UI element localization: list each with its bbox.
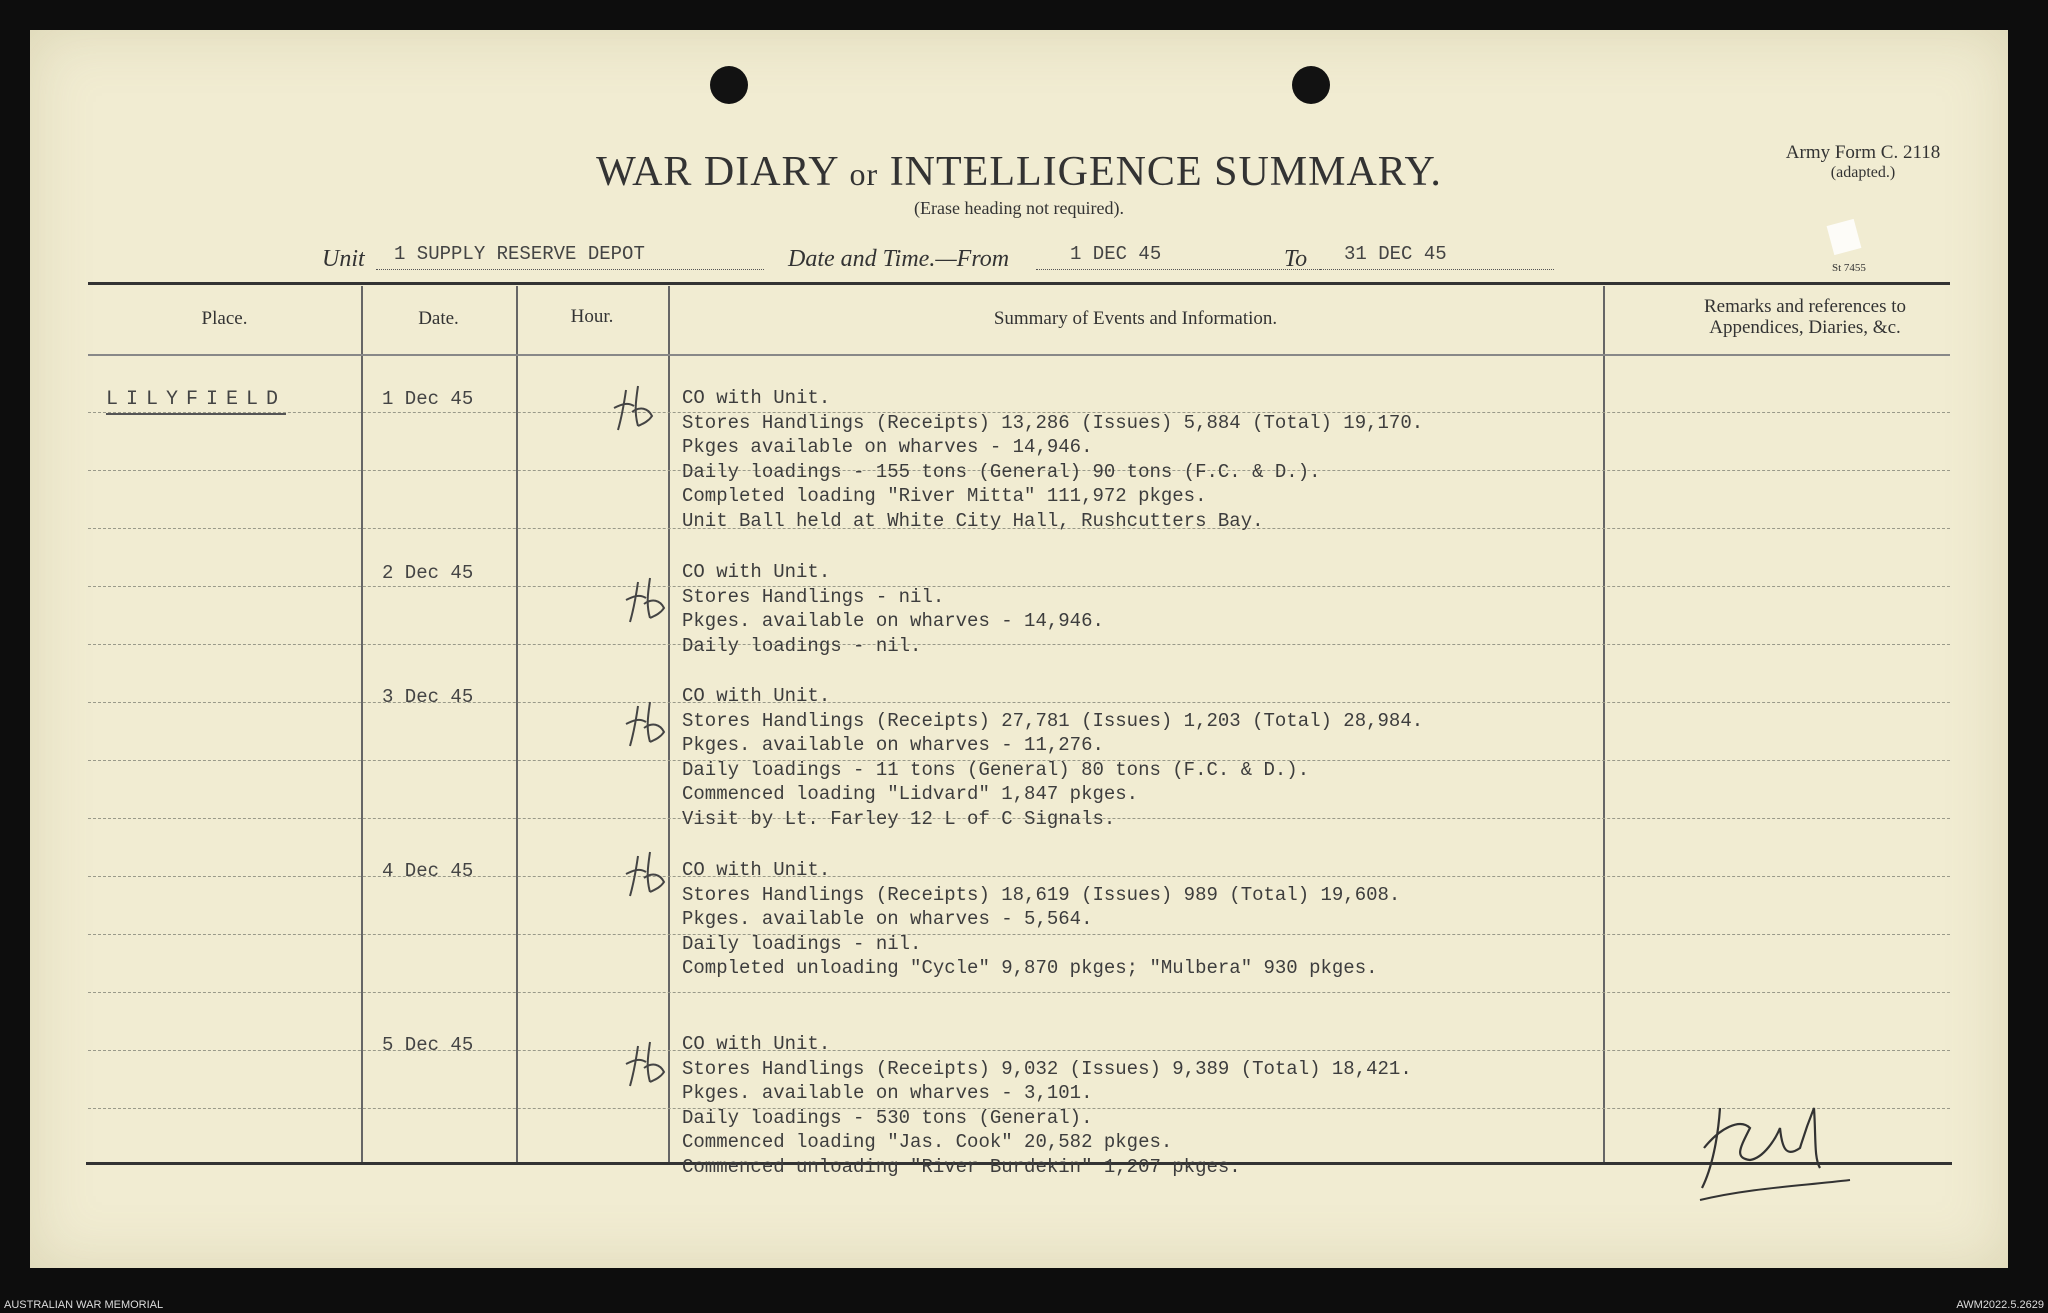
entry-date: 3 Dec 45 <box>382 686 474 708</box>
entry-summary <box>682 858 1400 981</box>
entry-date: 2 Dec 45 <box>382 562 474 584</box>
entry-line: Daily loadings - 155 tons (General) 90 tons (F.C. & D.). <box>682 460 1321 483</box>
entry-line: Stores Handlings - nil. <box>682 585 945 608</box>
entry-date: 1 Dec 45 <box>382 388 474 410</box>
entry-summary <box>682 560 1104 658</box>
entry-line: Stores Handlings (Receipts) 9,032 (Issues) 9,389 (Total) 18,421. <box>682 1057 1412 1080</box>
handwritten-initials <box>608 382 668 438</box>
entry-date: 5 Dec 45 <box>382 1034 474 1056</box>
officer-signature <box>1690 1088 1870 1208</box>
place-value: LILYFIELD <box>106 388 286 415</box>
entry-line: CO with Unit. <box>682 859 831 881</box>
col-divider-place <box>361 286 363 1162</box>
entry-line: Pkges available on wharves - 14,946. <box>682 436 1093 458</box>
entry-line: CO with Unit. <box>682 561 831 583</box>
header-rule <box>88 354 1950 356</box>
entry-line: Commenced unloading "River Burdekin" 1,207 pkges. <box>682 1155 1241 1178</box>
punch-hole-right <box>1292 66 1330 104</box>
title-or: or <box>849 156 879 192</box>
entry-summary <box>682 684 1423 831</box>
entry-line: Daily loadings - nil. <box>682 634 922 657</box>
col-divider-date <box>516 286 518 1162</box>
footer-source: AUSTRALIAN WAR MEMORIAL <box>4 1299 164 1311</box>
entry-line: Commenced loading "Jas. Cook" 20,582 pkges. <box>682 1131 1173 1153</box>
army-form-number: Army Form C. 2118 <box>1785 142 1941 163</box>
col-header-hour: Hour. <box>570 306 614 327</box>
stamp-number: St 7455 <box>1832 262 1866 274</box>
stamp-mark <box>1827 219 1862 255</box>
handwritten-initials <box>620 574 680 630</box>
handwritten-initials <box>620 1038 680 1094</box>
title-war-diary: WAR DIARY <box>596 149 839 195</box>
diary-sheet <box>30 30 2008 1268</box>
entry-line: Pkges. available on wharves - 11,276. <box>682 734 1104 756</box>
datetime-label: Date and Time.—From <box>788 246 1010 272</box>
unit-label: Unit <box>322 246 365 272</box>
col-header-date: Date. <box>418 308 459 329</box>
entry-line: Commenced loading "Lidvard" 1,847 pkges. <box>682 783 1139 805</box>
to-label: To <box>1284 246 1308 272</box>
army-form-ref <box>1748 142 1978 182</box>
entry-line: Daily loadings - 530 tons (General). <box>682 1106 1093 1129</box>
entry-line: Visit by Lt. Farley 12 L of C Signals. <box>682 807 1116 830</box>
entry-line: Completed loading "River Mitta" 111,972 pkges. <box>682 485 1207 507</box>
col-divider-summary <box>1603 286 1605 1162</box>
entry-line: CO with Unit. <box>682 1033 831 1055</box>
entry-line: Daily loadings - 11 tons (General) 80 tons (F.C. & D.). <box>682 758 1310 781</box>
unit-value: 1 SUPPLY RESERVE DEPOT <box>376 243 764 270</box>
handwritten-initials <box>620 848 680 904</box>
entry-summary <box>682 1032 1412 1179</box>
footer-accession: AWM2022.5.2629 <box>1956 1299 2044 1311</box>
title-subtitle: (Erase heading not required). <box>914 198 1124 218</box>
entry-line: Daily loadings - nil. <box>682 932 922 955</box>
entry-summary <box>682 386 1423 533</box>
army-form-adapted: (adapted.) <box>1830 164 1896 181</box>
entry-line: Stores Handlings (Receipts) 13,286 (Issues) 5,884 (Total) 19,170. <box>682 411 1424 434</box>
col-header-place: Place. <box>201 308 248 329</box>
entry-line: Pkges. available on wharves - 5,564. <box>682 908 1093 930</box>
col-header-summary: Summary of Events and Information. <box>993 308 1278 329</box>
entry-line: Pkges. available on wharves - 3,101. <box>682 1082 1093 1104</box>
to-value: 31 DEC 45 <box>1320 243 1554 270</box>
entry-line: CO with Unit. <box>682 387 831 409</box>
ruled-line <box>88 992 1950 993</box>
entry-line: Stores Handlings (Receipts) 18,619 (Issues) 989 (Total) 19,608. <box>682 883 1401 906</box>
title-intelligence-summary: INTELLIGENCE SUMMARY. <box>889 149 1442 195</box>
entry-line: Stores Handlings (Receipts) 27,781 (Issues) 1,203 (Total) 28,984. <box>682 709 1424 732</box>
from-value: 1 DEC 45 <box>1036 243 1320 270</box>
entry-line: CO with Unit. <box>682 685 831 707</box>
form-title <box>30 148 2008 219</box>
handwritten-initials <box>620 698 680 754</box>
table-top-rule <box>88 282 1950 285</box>
punch-hole-left <box>710 66 748 104</box>
entry-line: Unit Ball held at White City Hall, Rushcutters Bay. <box>682 509 1264 532</box>
entry-date: 4 Dec 45 <box>382 860 474 882</box>
entry-line: Pkges. available on wharves - 14,946. <box>682 610 1104 632</box>
col-header-remarks: Remarks and references to Appendices, Diaries, &c. <box>1703 296 1907 338</box>
entry-line: Completed unloading "Cycle" 9,870 pkges; "Mulbera" 930 pkges. <box>682 957 1378 979</box>
